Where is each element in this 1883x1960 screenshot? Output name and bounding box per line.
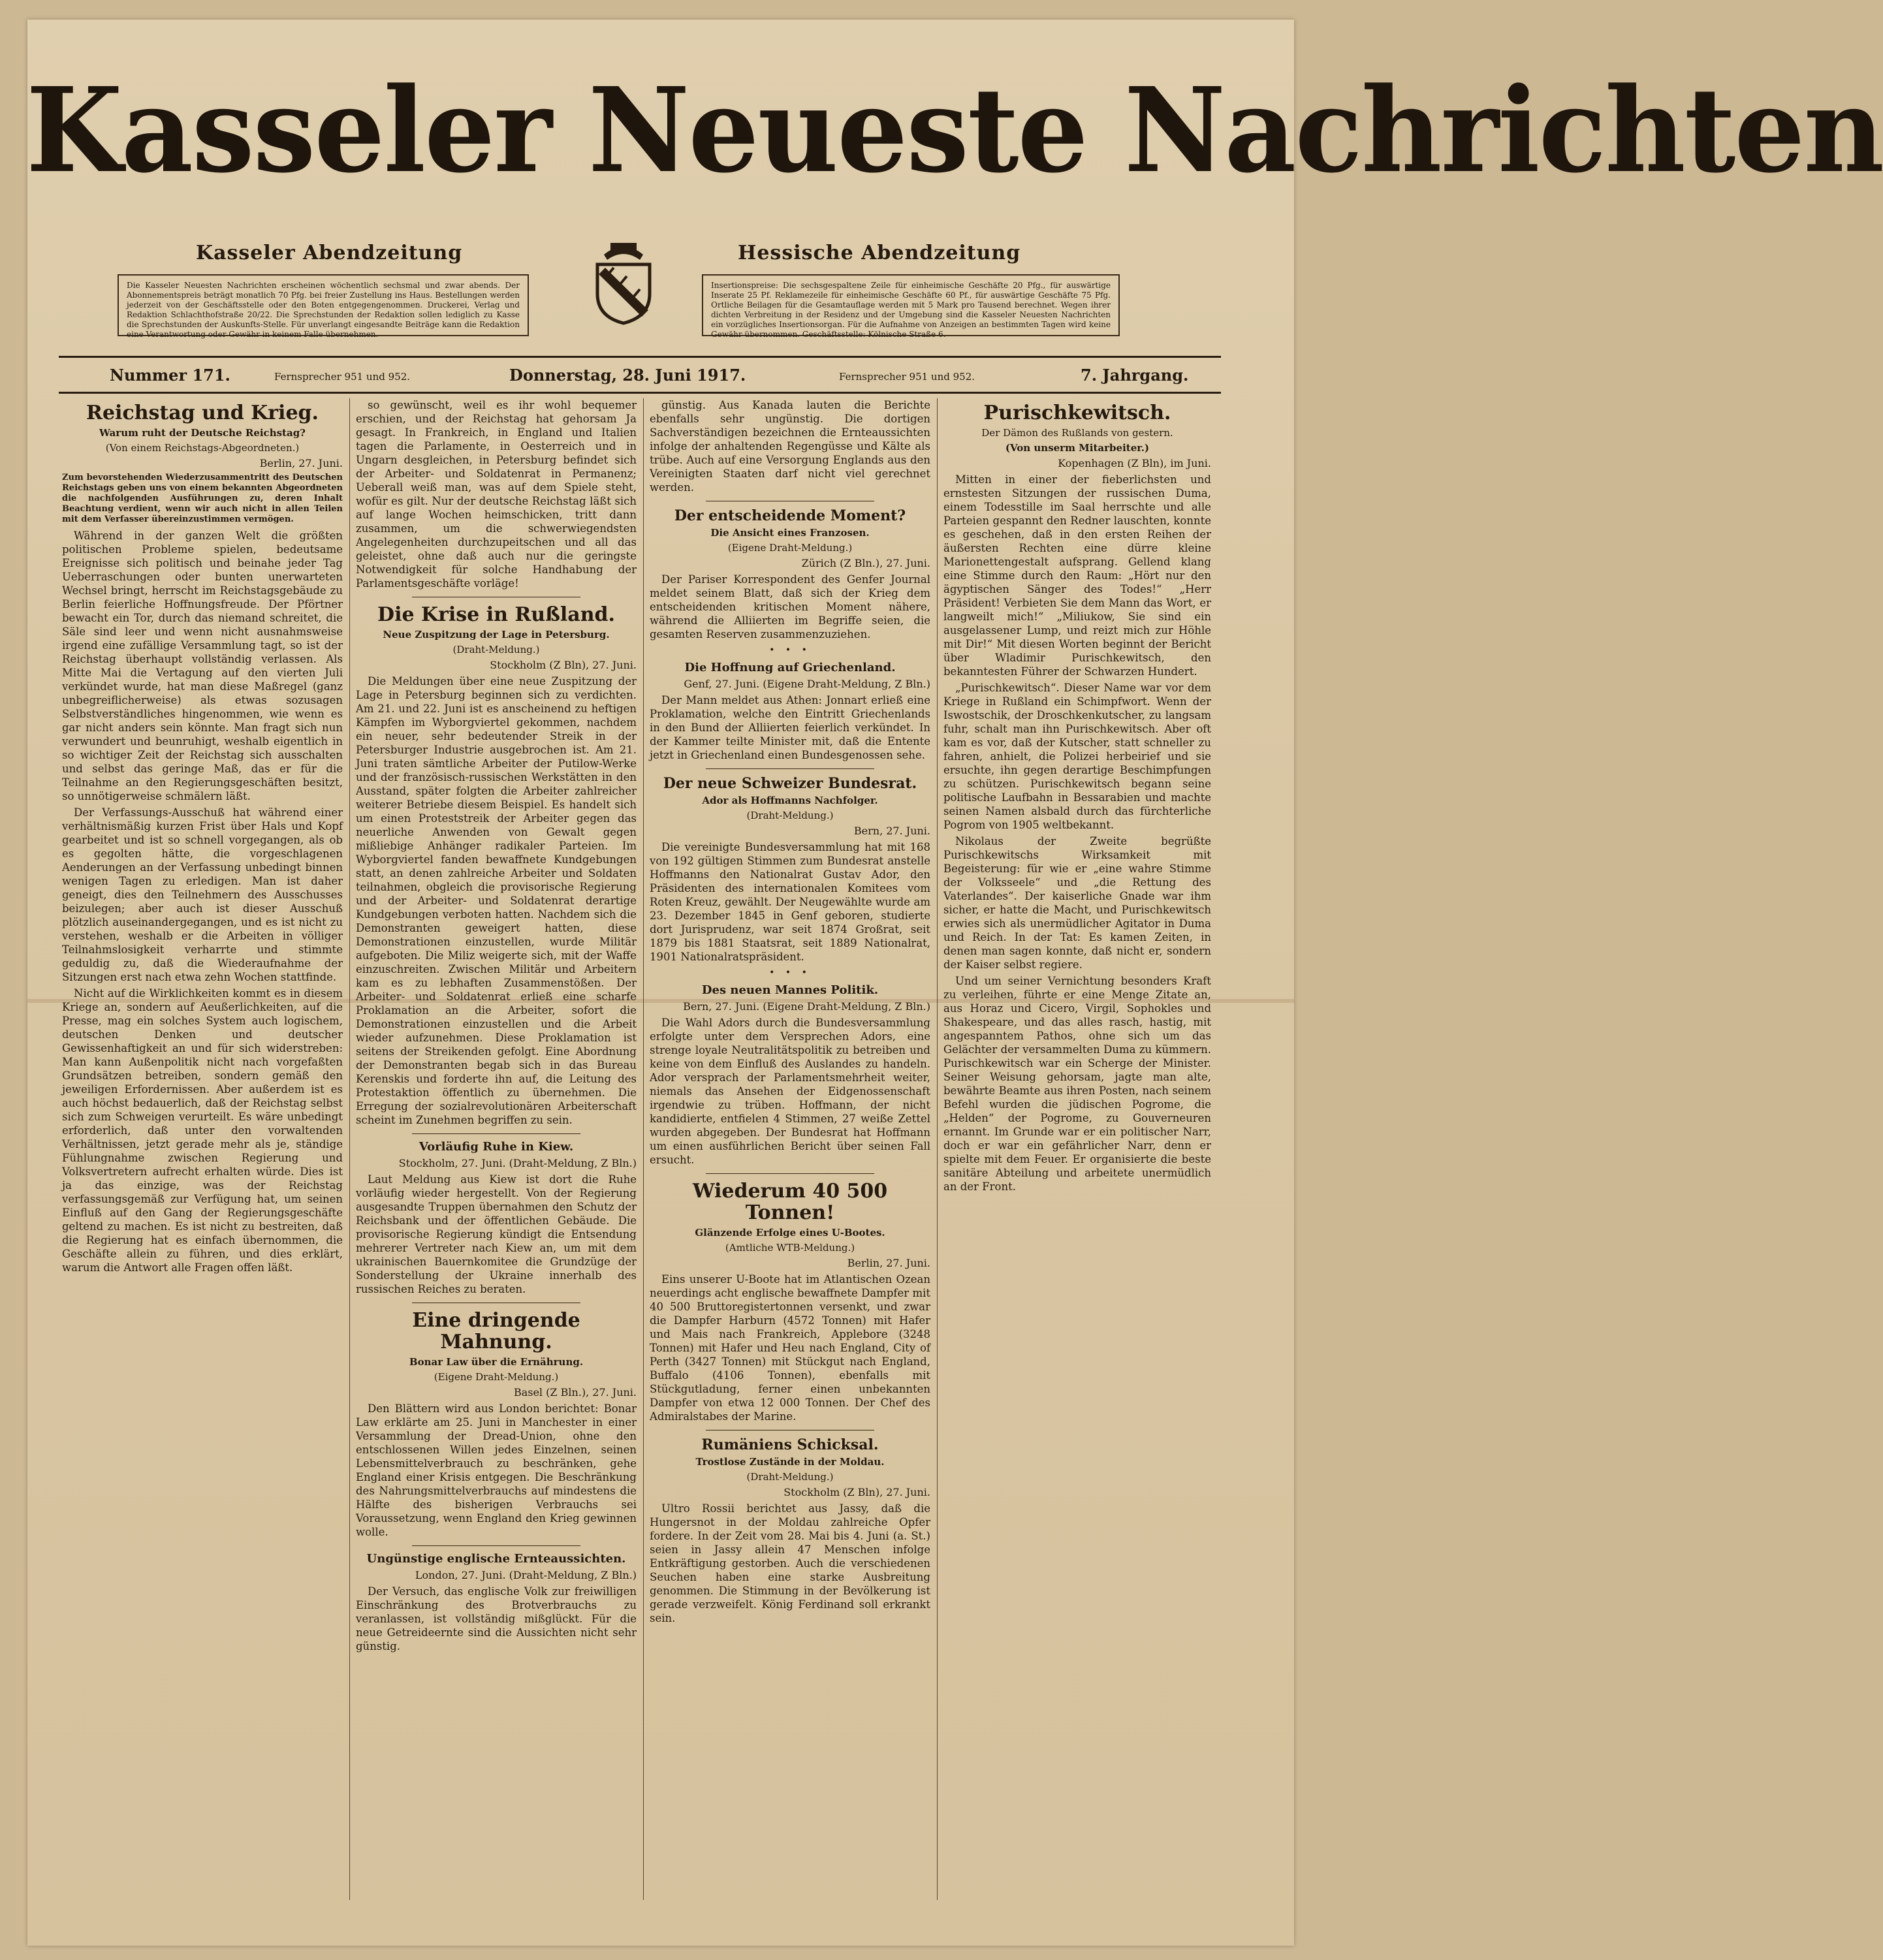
column-3 xyxy=(650,398,930,1900)
subhead: Trostlose Zustände in der Moldau. xyxy=(695,1456,885,1468)
column-4 xyxy=(943,398,1211,1900)
byline: (Von unserm Mitarbeiter.) xyxy=(1005,442,1150,454)
top-rule xyxy=(59,356,1221,358)
advertising-info-box: Insertionspreise: Die sechsgespaltene Zeile für einheimische Geschäfte 20 Pfg., für auswärtige Inserate 25 Pf. Reklamezeile für einheimische Geschäfte 60 Pf., für auswärtige Geschäfte 75 Pfg. Ortliche Beilagen für die Gesamtauflage werden mit 5 Mark pro Tausend berechnet. Wegen ihrer dichten Verbreitung in der Residenz und der Umgebung sind die Kasseler Neuesten Nachrichten ein vorzügliches Insertionsorgan. Für die Aufnahme von Anzeigen an bestimmten Tagen wird keine Gewähr übernommen. Geschäftsstelle: Kölnische Straße 6. xyxy=(702,274,1120,336)
article-paragraph: Ultro Rossii berichtet aus Jassy, daß die Hungersnot in der Moldau zahlreiche Opfer fordere. In der Zeit vom 28. Mai bis 4. Juni (a. St.) seien in Jassy allein 47 Menschen infolge Entkräftigung gestorben. Auch die verschiedenen Seuchen haben eine starke Ausbreitung genommen. Die Stimmung in der Bevölkerung ist gerade verzweifelt. König Ferdinand soll erkrankt sein. xyxy=(650,1502,930,1625)
dateline-rule xyxy=(59,392,1221,394)
lead-paragraph: Zum bevorstehenden Wiederzusammentritt des Deutschen Reichstags geben uns von einem bekannten Abgeordneten die nachfolgenden Ausführungen zu, deren Inhalt Beachtung verdient, wenn wir auch nicht in allen Teilen mit dem Verfasser übereinzustimmen vermögen. xyxy=(62,473,343,524)
subhead: Glänzende Erfolge eines U-Bootes. xyxy=(695,1226,885,1239)
dateline-place: Bern, 27. Juni. xyxy=(853,825,930,838)
article-paragraph: Die Meldungen über eine neue Zuspitzung der Lage in Petersburg beginnen sich zu verdichten. Am 21. und 22. Juni ist es anscheinend zu heftigen Kämpfen im Wyborgviertel gekommen, nachdem ein neuer, sehr bedeutender Streik in der Petersburger Industrie ausgebrochen ist. Am 21. Juni traten sämtliche Arbeiter der Putilow-Werke und der französisch-russischen Werkstätten in den Ausstand, später folgten die Arbeiter zahlreicher weiterer Betriebe diesem Beispiel. Es handelt sich um einen Proteststreik der Arbeiter gegen das neuerliche Anwenden von Gewalt gegen mißliebige Anhänger radikaler Parteien. Im Wyborgviertel fanden bewaffnete Kundgebungen statt, an denen zahlreiche Arbeiter und Soldaten teilnahmen, obgleich die provisorische Regierung und der Arbeiter- und Soldatenrat derartige Kundgebungen verboten hatten. Nachdem sich die Demonstranten geweigert hatten, diese Demonstrationen einzustellen, wurde Militär aufgeboten. Die Miliz weigerte sich, mit der Waffe einzuschreiten. Zwischen Militär und Arbeitern kam es zu lebhaften Zusammenstößen. Der Arbeiter- und Soldatenrat erließ eine scharfe Proklamation an die Arbeiter, sofort die Demonstrationen einzustellen und die Arbeit wieder aufzunehmen. Diese Proklamation ist seitens der Streikenden gefolgt. Eine Abordnung der Demonstranten begab sich in das Bureau Kerenskis und forderte ihn auf, die Leitung des Protestaktion öffentlich zu übernehmen. Die Erregung der sozialrevolutionären Arbeiterschaft scheint im Zunehmen begriffen zu sein. xyxy=(356,675,637,1126)
dateline-place: Stockholm, 27. Juni. (Draht-Meldung, Z Bln.) xyxy=(398,1156,637,1169)
article-paragraph: Nicht auf die Wirklichkeiten kommt es in diesem Kriege an, sondern auf Aeußerlichkeiten, auf die Presse, mag ein solches System auch logischem, deutschen Denken und deutscher Gewissenhaftigkeit an und für sich widerstreben: Man kann Außenpolitik nicht nach vorgefaßten Grundsätzen betreiben, sondern gemäß den jeweiligen Erfordernissen. Aber außerdem ist es auch höchst bedauerlich, daß der Reichstag selbst sich zum Schweigen verurteilt. Es wäre unbedingt erforderlich, daß unter den vorwaltenden Verhältnissen, jetzt gerade mehr als je, ständige Fühlungnahme zwischen Regierung und Volksvertretern aufrecht erhalten würde. Dies ist ja das einzige, was der Reichstag verfassungsgemäß zur Verfügung hat, um seinen Einfluß auf den Gang der Regierungsgeschäfte geltend zu machen. Es ist nicht zu bestreiten, daß die Regierung hat es einfach übernommen, die Geschäfte allein zu führen, und dies erklärt, warum die Antwort alle Fragen offen läßt. xyxy=(62,987,343,1274)
dateline-place: Zürich (Z Bln.), 27. Juni. xyxy=(801,557,930,570)
dateline-place: Genf, 27. Juni. (Eigene Draht-Meldung, Z Bln.) xyxy=(684,677,930,690)
article-paragraph: Laut Meldung aus Kiew ist dort die Ruhe vorläufig wieder hergestellt. Von der Regierung ausgesandte Truppen übernahmen den Schutz der Reichsbank und der öffentlichen Gebäude. Die provisorische Regierung kündigt die Entsendung mehrerer Vertreter nach Kiew an, um mit dem ukrainischen Bauernkomitee die Grundzüge der Sonderstellung der Ukraine innerhalb des russischen Reiches zu beraten. xyxy=(356,1173,637,1295)
article-paragraph: Der Verfassungs-Ausschuß hat während einer verhältnismäßig kurzen Frist über Hals und Kopf gearbeitet und ist so schnell vorgegangen, als ob es gegolten hätte, die vorgeschlagenen Aenderungen an der Verfassung unbedingt binnen wenigen Tagen zu erledigen. Man ist daher geneigt, dies den Teilnehmern des Ausschusses beizulegen; aber auch ist dieser Ausschuß plötzlich auseinandergegangen, und es ist nicht zu verstehen, weshalb er die Arbeiten in völliger Teilnahmslosigkeit verharrte und stimmte geduldig zu, daß die Wiederaufnahme der Sitzungen erst nach etwa zehn Wochen stattfinde. xyxy=(62,806,343,983)
column-1 xyxy=(62,398,343,1900)
article-paragraph: Den Blättern wird aus London berichtet: Bonar Law erklärte am 25. Juni in Manchester in einer Versammlung der Dread-Union, ohne den entschlossenen Willen jedes Einzelnen, seinen Lebensmittelverbrauch zu beschränken, gehe England einer Krisis entgegen. Die Beschränkung des Nahrungsmittelverbrauchs auf mindestens die Hälfte des bisherigen Verbrauchs sei Voraussetzung, wenn England den Krieg gewinnen wolle. xyxy=(356,1402,637,1538)
dateline-place: London, 27. Juni. (Draht-Meldung, Z Bln.) xyxy=(415,1568,637,1581)
ornament: • • • xyxy=(769,645,811,656)
credit: (Amtliche WTB-Meldung.) xyxy=(725,1241,855,1254)
article-paragraph: Und um seiner Vernichtung besonders Kraft zu verleihen, führte er eine Menge Zitate an, aus Horaz und Cicero, Virgil, Sophokles und Shakespeare, und das alles rasch, hastig, mit angespanntem Pathos, ohne sich um das Gelächter der versammelten Duma zu kümmern. Purischkewitsch war ein Scherge der Minister. Seiner Weisung gehorsam, jagte man alte, bewährte Beamte aus ihren Posten, nach seinem Befehl wurden die jüdischen Pogrome, die „Helden“ der Pogrome, zu Gouverneuren ernannt. Im Grunde war er ein politischer Narr, doch er war ein gefährlicher Narr, denn er spielte mit dem Feuer. Er organisierte die beste sanitäre Abteilung und arbeitete unermüdlich an der Front. xyxy=(943,975,1211,1193)
article-paragraph: Der Mann meldet aus Athen: Jonnart erließ eine Proklamation, welche den Eintritt Griechenlands in den Bund der Alliierten feierlich verkündet. In der Kammer teilte Minister mit, daß die Entente jetzt in Griechenland einen Bundesgenossen sehe. xyxy=(650,693,930,761)
subhead: Bonar Law über die Ernährung. xyxy=(409,1355,584,1368)
article-paragraph: Nikolaus der Zweite begrüßte Purischkewitschs Wirksamkeit mit Begeisterung: für wie er „eine wahre Stimme der Volksseele“ und „die Rettung des Vaterlandes“. Der kaiserliche Gnade war ihm sicher, er hatte die Macht, und Purischkewitsch erwies sich als unermüdlicher Agitator in Duma und Reich. In der Tat: Es kamen Zeiten, in denen man sagen konnte, daß nicht er, sondern der Kaiser selbst regiere. xyxy=(943,835,1211,971)
article-paragraph: Die vereinigte Bundesversammlung hat mit 168 von 192 gültigen Stimmen zum Bundesrat anstelle Hoffmanns den Nationalrat Gustav Ador, den Präsidenten des internationalen Komitees vom Roten Kreuz, gewählt. Der Neugewählte wurde am 23. Dezember 1845 in Genf geboren, studierte dort Jurisprudenz, war seit 1874 Großrat, seit 1879 bis 1881 Staatsrat, seit 1889 Nationalrat, 1901 Nationalratspräsident. xyxy=(650,841,930,964)
headline-rumaenien: Rumäniens Schicksal. xyxy=(701,1436,879,1453)
headline-ernte: Ungünstige englische Ernteaussichten. xyxy=(366,1551,626,1566)
dateline-place: Stockholm (Z Bln), 27. Juni. xyxy=(783,1486,930,1499)
dateline-place: Kopenhagen (Z Bln), im Juni. xyxy=(1058,457,1211,469)
coat-of-arms-icon xyxy=(588,235,659,326)
article-paragraph: Eins unserer U-Boote hat im Atlantischen Ozean neuerdings acht englische bewaffnete Dampfer mit 40 500 Bruttoregistertonnen versenkt, und zwar die Dampfer Harburn (4572 Tonnen) mit Hafer und Mais nach Frankreich, Applebore (3248 Tonnen) mit Hafer und Heu nach England, City of Perth (3427 Tonnen) mit Stückgut nach England, Buffalo (4106 Tonnen), ebenfalls mit Stückgutladung, ferner einen unbekannten Dampfer von etwa 12 000 Tonnen. Der Chef des Admiralstabes der Marine. xyxy=(650,1272,930,1423)
headline-tonnen: Wiederum 40 500 Tonnen! xyxy=(692,1179,888,1224)
headline-purischkewitsch: Purischkewitsch. xyxy=(983,402,1171,424)
article-paragraph: Während in der ganzen Welt die größten politischen Probleme spielen, bedeutsame Ereignisse sich politisch und beinahe jeder Tag Ueberraschungen oder bunten unerwarteten Wechsel bringt, herrscht im Reichstagsgebäude zu Berlin feierliche Hoffnungsfreude. Der Pförtner bewacht ein Tor, durch das niemand schreitet, die Säle sind leer und wenn nicht ausnahmsweise irgend eine zufällige Versammlung tagt, so ist der Reichstag überhaupt vollständig verlassen. Als Mitte Mai die Vertagung auf den vierten Juli verkündet wurde, hat man diese Maßregel (ganz unbegreiflicherweise) als etwas sozusagen Selbstverständliches hingenommen, wie wenn es gar nicht anders sein könnte. Man fragt sich nun verwundert und beunruhigt, weshalb eigentlich in so wichtiger Zeit der Reichstag sich ausschalten und selbst das geringe Maß, das er für die Teilnahme an den Regierungsgeschäften besitzt, so unnötigerweise schmälern läßt. xyxy=(62,530,343,802)
ornament: • • • xyxy=(769,968,811,979)
headline-reichstag: Reichstag und Krieg. xyxy=(86,402,319,424)
subhead: Der Dämon des Rußlands von gestern. xyxy=(981,427,1173,439)
masthead-title: Kasseler Neueste Nachrichten xyxy=(26,62,1883,199)
divider xyxy=(412,1545,580,1546)
headline-kiew: Vorläufig Ruhe in Kiew. xyxy=(419,1140,574,1154)
column-2 xyxy=(356,398,637,1900)
subhead: Neue Zuspitzung der Lage in Petersburg. xyxy=(383,629,610,640)
headline-krise: Die Krise in Rußland. xyxy=(377,603,615,626)
dateline-place: Stockholm (Z Bln), 27. Juni. xyxy=(490,659,637,671)
dateline-place: Basel (Z Bln.), 27. Juni. xyxy=(513,1385,637,1399)
issue-date: Donnerstag, 28. Juni 1917. xyxy=(509,366,746,385)
credit: (Draht-Meldung.) xyxy=(746,1471,834,1483)
dateline-place: Bern, 27. Juni. (Eigene Draht-Meldung, Z Bln.) xyxy=(683,1000,930,1013)
subtitle-right: Hessische Abendzeitung xyxy=(738,242,1021,264)
byline: (Von einem Reichstags-Abgeordneten.) xyxy=(105,442,300,454)
headline-moment: Der entscheidende Moment? xyxy=(674,507,906,524)
divider xyxy=(706,1173,874,1174)
credit: (Draht-Meldung.) xyxy=(452,644,540,656)
headline-politik: Des neuen Mannes Politik. xyxy=(701,983,879,998)
column-separator xyxy=(643,398,644,1900)
article-paragraph: Mitten in einer der fieberlichsten und ernstesten Sitzungen der russischen Duma, einem Todesstille im Saal herrschte und alle Parteien gespannt den Redner lauschten, konnte es geschehen, daß in den ersten Reihen der äußersten Rechten eine dürre kleine Marionettengestalt aufsprang. Gellend klang eine Stimme durch den Raum: „Hört nur den ägyptischen Sänger des Todes!“ „Herr Präsident! Verbieten Sie dem Mann das Wort, er langweilt mich!“ „Miliukow, Sie sind ein ausgelassener Lump, und reizt mich zur Höhle mit Dir!“ Mit diesen Worten beginnt der Bericht über Wladimir Purischkewitsch, den bekanntesten Führer der Schwarzen Hundert. xyxy=(943,473,1211,678)
headline-griechenland: Die Hoffnung auf Griechenland. xyxy=(684,661,896,675)
issue-number: Nummer 171. xyxy=(110,366,230,385)
subhead: Ador als Hoffmanns Nachfolger. xyxy=(702,795,878,807)
column-separator xyxy=(349,398,350,1900)
column-separator xyxy=(937,398,938,1900)
subhead: Warum ruht der Deutsche Reichstag? xyxy=(99,427,306,439)
divider xyxy=(412,1133,580,1134)
dateline-place: Berlin, 27. Juni. xyxy=(847,1256,930,1269)
article-paragraph: so gewünscht, weil es ihr wohl bequemer erschien, und der Reichstag hat gehorsam Ja gesagt. In Frankreich, in England und Italien tagen die Parlamente, in Oesterreich und in Ungarn desgleichen, in Petersburg befindet sich der Arbeiter- und Soldatenrat in Permanenz; Ueberall weiß man, was auf dem Spiele steht, wofür es gilt. Nur der deutsche Reichstag läßt sich auf lange Wochen heimschicken, tritt dann zusammen, um die schwerwiegendsten Angelegenheiten durchzupeitschen und all das geleistet, ohne daß auch nur die geringste Notwendigkeit für solche Handhabung der Parlamentsgeschäfte vorläge! xyxy=(356,399,637,590)
dateline-place: Berlin, 27. Juni. xyxy=(259,457,343,469)
credit: (Draht-Meldung.) xyxy=(746,810,834,822)
article-paragraph: günstig. Aus Kanada lauten die Berichte ebenfalls sehr ungünstig. Die dortigen Sachverständigen bezeichnen die Ernteaussichten infolge der anhaltenden Regengüsse und Kälte als trübe. Auch auf eine Versorgung Englands aus den Vereinigten Staaten darf nicht viel gerechnet werden. xyxy=(650,399,930,494)
credit: (Eigene Draht-Meldung.) xyxy=(434,1370,559,1383)
volume-year: 7. Jahrgang. xyxy=(1081,366,1189,385)
subscription-info-box: Die Kasseler Neuesten Nachrichten erscheinen wöchentlich sechsmal und zwar abends. Der Abonnementspreis beträgt monatlich 70 Pfg. bei freier Zustellung ins Haus. Bestellungen werden jederzeit von der Geschäftsstelle oder den Boten entgegengenommen. Druckerei, Verlag und Redaktion Schlachthofstraße 20/22. Die Sprechstunden der Redaktion sollen lediglich zu Kasse die Sprechstunden der Auskunfts-Stelle. Für unverlangt eingesandte Beiträge kann die Redaktion eine Verantwortung oder Gewähr in keinem Falle übernehmen. xyxy=(118,274,529,336)
article-paragraph: Der Pariser Korrespondent des Genfer Journal meldet seinem Blatt, daß sich der Krieg dem entscheidenden kritischen Moment nähere, während die Alliierten im Begriffe seien, die gesamten Reserven zusammenzuziehen. xyxy=(650,573,930,641)
headline-bundesrat: Der neue Schweizer Bundesrat. xyxy=(663,774,917,792)
subhead: Die Ansicht eines Franzosen. xyxy=(710,527,870,539)
article-paragraph: Die Wahl Adors durch die Bundesversammlung erfolgte unter dem Versprechen Adors, eine strenge loyale Neutralitätspolitik zu betreiben und keine von dem Einfluß des Auslandes zu handeln. Ador versprach der Parlamentsmehrheit weiter, niemals das Ansehen der Eidgenossenschaft irgendwie zu trüben. Hoffmann, der nicht kandidierte, entfielen 4 Stimmen, 27 weiße Zettel wurden abgegeben. Der Bundesrat hat Hoffmann um einen ausführlichen Bericht über seinen Fall ersucht. xyxy=(650,1016,930,1166)
subtitle-left: Kasseler Abendzeitung xyxy=(196,242,463,264)
phone-left: Fernsprecher 951 und 952. xyxy=(274,371,411,383)
phone-right: Fernsprecher 951 und 952. xyxy=(839,371,975,383)
article-paragraph: Der Versuch, das englische Volk zur freiwilligen Einschränkung des Brotverbrauchs zu veranlassen, ist vollständig mißglückt. Für die neue Getreideernte sind die Aussichten nicht sehr günstig. xyxy=(356,1585,637,1652)
article-paragraph: „Purischkewitsch“. Dieser Name war vor dem Kriege in Rußland ein Schimpfwort. Wenn der Iswostschik, der Droschkenkutscher, zu langsam fuhr, schalt man ihn Purischkewitsch. Aber oft kam es vor, daß der Kutscher, statt schneller zu fahren, anhielt, die Polizei herbeirief und sie ersuchte, ihn gegen derartige Beschimpfungen zu schützen. Purischkewitsch begann seine politische Laufbahn in Bessarabien und machte seinen Namen alsbald durch das fürchterliche Pogrom von 1905 weltbekannt. xyxy=(943,682,1211,831)
headline-mahnung: Eine dringende Mahnung. xyxy=(412,1308,580,1353)
credit: (Eigene Draht-Meldung.) xyxy=(727,542,853,554)
divider xyxy=(706,768,874,769)
